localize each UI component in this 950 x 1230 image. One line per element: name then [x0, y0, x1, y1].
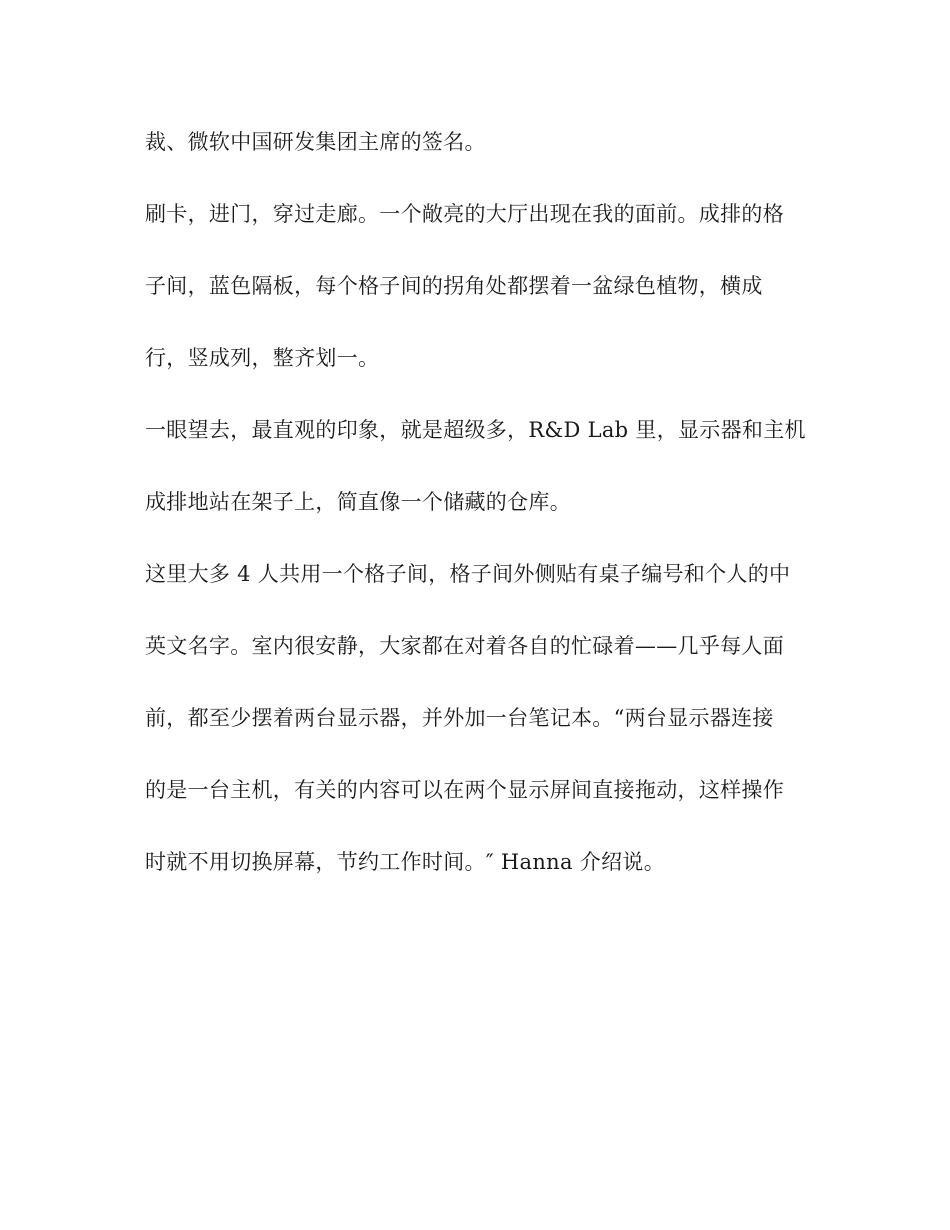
- text-line: 裁、微软中国研发集团主席的签名。: [145, 130, 486, 154]
- text-line: 行，竖成列，整齐划一。: [145, 346, 380, 370]
- text-line: 的是一台主机，有关的内容可以在两个显示屏间直接拖动，这样操作: [145, 778, 784, 802]
- text-line: 前，都至少摆着两台显示器，并外加一台笔记本。“两台显示器连接: [145, 706, 774, 730]
- text-line: 成排地站在架子上，简直像一个储藏的仓库。: [145, 490, 571, 514]
- text-line: 一眼望去，最直观的印象，就是超级多，R&D Lab 里，显示器和主机: [145, 418, 806, 442]
- text-line: 英文名字。室内很安静，大家都在对着各自的忙碌着——几乎每人面: [145, 634, 784, 658]
- text-line: 这里大多 4 人共用一个格子间，格子间外侧贴有桌子编号和个人的中: [145, 562, 791, 586]
- text-line: 刷卡，进门，穿过走廊。一个敞亮的大厅出现在我的面前。成排的格: [145, 202, 784, 226]
- text-line: 时就不用切换屏幕，节约工作时间。″ Hanna 介绍说。: [145, 850, 665, 874]
- body-text: [145, 122, 845, 914]
- text-line: 子间，蓝色隔板，每个格子间的拐角处都摆着一盆绿色植物，横成: [145, 274, 763, 298]
